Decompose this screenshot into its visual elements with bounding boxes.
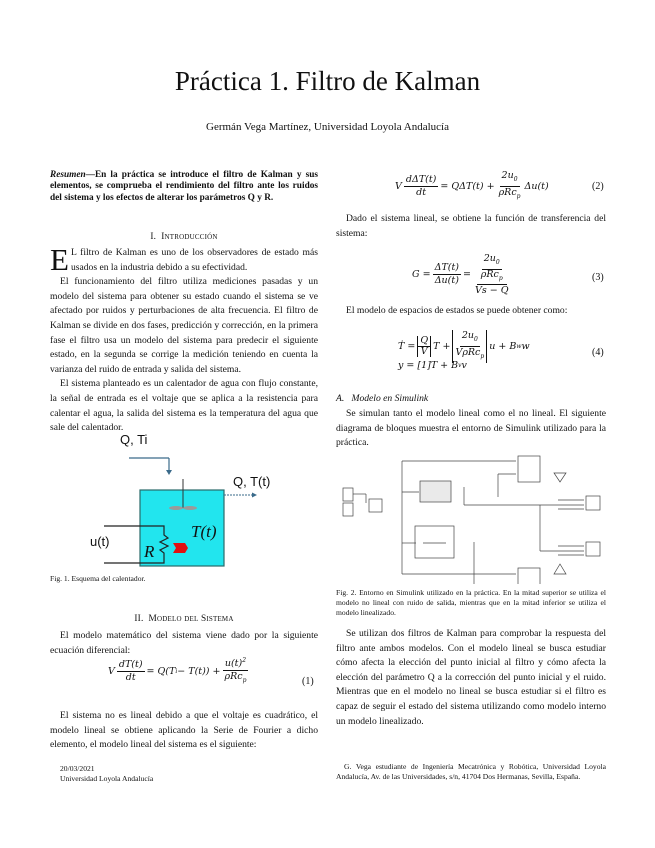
paragraph	[336, 627, 606, 729]
equation-2: V $\frac{\text{dΔT(t)}}{dt}$ = QΔT(t) + $\frac{2u_0}{\rho Rc_p}$ Δu(t)	[395, 170, 549, 200]
subsection-heading: A. Modelo en Simulink	[336, 393, 429, 404]
paragraph-text: El sistema no es lineal debido a que el voltaje es cuadrático, el modelo lineal se obtiene aplicando la Serie de Fourier a dicho elemento, el modelo lineal del sistema es el siguiente:	[50, 710, 318, 751]
heater-diagram	[50, 432, 318, 572]
label-outflow: Q, T(t)	[233, 474, 271, 489]
paragraph-text: Se utilizan dos filtros de Kalman para comprobar la respuesta del filtro ante ambos modelos. Con el modelo lineal se busca estudiar cómo afecta la elección del punto inicial al filtro y cómo afecta la elección del parámetro Q a la corrección del punto inicial y el ruido. Mientras que en el modelo no lineal se busca estudiar si el filtro es capaz de seguir el estado del sistema utilizando como modelo interno un modelo linealizado.	[336, 628, 606, 727]
heater-schematic	[50, 432, 318, 572]
author-footnote: G. Vega estudiante de Ingeniería Mecatrónica y Robótica, Universidad Loyola Andalucía, Av. de las Universidades, s/n, 41704 Dos Hermanas, Sevilla, España.	[336, 762, 606, 781]
paragraph-text: El modelo de espacios de estados se puede obtener como:	[346, 305, 568, 316]
nonlinear-model-block	[420, 481, 451, 502]
paragraph: El sistema planteado es un calentador de agua con flujo constante, la señal de entrada es el voltaje que se aplica a la resistencia para calentar el agua, la salida del sistema es la temperatura del agua que sale del calentador.	[50, 378, 318, 434]
stirrer-icon	[169, 506, 183, 510]
paper-title: Práctica 1. Filtro de Kalman	[174, 66, 481, 96]
equation-number: (4)	[592, 347, 604, 358]
label-temperature: T(t)	[191, 522, 217, 541]
abstract-label: Resumen	[50, 170, 86, 180]
footer-date: 20/03/2021	[60, 764, 95, 773]
equation-4-output: y = [1]T + B v v	[398, 360, 467, 371]
author-line: Germán Vega Martínez, Universidad Loyola Andalucía	[206, 121, 449, 133]
paragraph	[336, 212, 606, 241]
noise-block	[554, 473, 566, 482]
paragraph-text: El modelo matemático del sistema viene dado por la siguiente ecuación diferencial:	[50, 630, 318, 656]
equation-number: (3)	[592, 272, 604, 283]
paragraph	[336, 407, 606, 451]
simulink-block-diagram	[336, 448, 606, 584]
section-title: Modelo del Sistema	[148, 614, 234, 624]
equation-3: G = $\frac{\Delta T(t)}{\Delta u(t)}$ = $\frac{\frac{2u_0}{\rho Rc_p}}{Vs - Q}$	[412, 253, 509, 296]
equation-4-state: Ṫ = $\frac{Q}{V}$ T + $\frac{2u_0}{V\rho Rc_p}$ u + B w w	[398, 330, 530, 363]
equation-number: (2)	[592, 181, 604, 192]
section-heading-introduccion	[50, 232, 318, 242]
paragraph	[50, 629, 318, 658]
paragraph	[336, 304, 606, 319]
signal-source-block	[343, 488, 353, 501]
mux-block	[369, 499, 382, 512]
linear-transfer-function-block	[415, 526, 454, 558]
equation-number: (1)	[302, 676, 314, 687]
abstract	[50, 170, 318, 204]
paragraph	[50, 709, 318, 753]
noise-block	[554, 564, 566, 574]
kalman-filter-block	[518, 568, 540, 584]
simulink-diagram	[336, 448, 606, 584]
paragraph: El funcionamiento del filtro utiliza mediciones pasadas y un modelo del sistema para obtener su estado cuando el sistema se ve afectado por ruidos y perturbaciones de alta frecuencia. El filtro de Kalman se divide en dos fases, predicción y corrección, en la primera fase el filtro usa un modelo del sistema para predecir el siguiente estado, en la segunda se corrige la medición teniendo en cuenta la varianza del ruido de entrada y salida del sistema.	[50, 276, 318, 375]
section-number: I.	[150, 232, 157, 242]
paragraph-text: Se simulan tanto el modelo lineal como el no lineal. El siguiente diagrama de bloques muestra el entorno de Simulink utilizado para la práctica.	[336, 408, 606, 449]
paragraph: L filtro de Kalman es uno de los observadores de estado más usados en la industria debido a su efectividad.	[70, 247, 318, 273]
label-input-voltage: u(t)	[90, 534, 110, 549]
introduction-body	[50, 242, 318, 436]
scope-block	[586, 542, 600, 556]
footer-institution: Universidad Loyola Andalucía	[60, 774, 154, 783]
scope-block	[586, 496, 600, 510]
kalman-filter-block	[518, 456, 540, 482]
inflow-arrow-icon	[166, 470, 172, 475]
outflow-arrow-icon	[252, 493, 257, 498]
label-resistor: R	[144, 542, 155, 561]
section-number: II.	[134, 614, 144, 624]
label-inflow: Q, Ti	[120, 432, 148, 447]
figure-1-caption: Fig. 1. Esquema del calentador.	[50, 574, 146, 583]
paragraph-text: Dado el sistema lineal, se obtiene la función de transferencia del sistema:	[336, 213, 606, 239]
section-heading-modelo	[50, 614, 318, 624]
abstract-text: —En la práctica se introduce el filtro de Kalman y sus elementos, se comprueba el rendimiento del filtro ante los ruidos del sistema y los efectos de alterar los parámetros Q y R.	[50, 170, 318, 203]
section-title: Introducción	[161, 232, 218, 242]
figure-2-caption: Fig. 2. Entorno en Simulink utilizado en la práctica. En la mitad superior se utiliza el modelo no lineal con ruido de salida, mientras que en la mitad inferior se utiliza el modelo linealizado.	[336, 588, 606, 617]
drop-cap: E	[50, 242, 69, 277]
equation-1: V $\frac{dT(t)}{dt}$ = Q(T i − T(t)) + $\frac{u(t)^2}{\rho Rc_p}$	[108, 657, 247, 685]
